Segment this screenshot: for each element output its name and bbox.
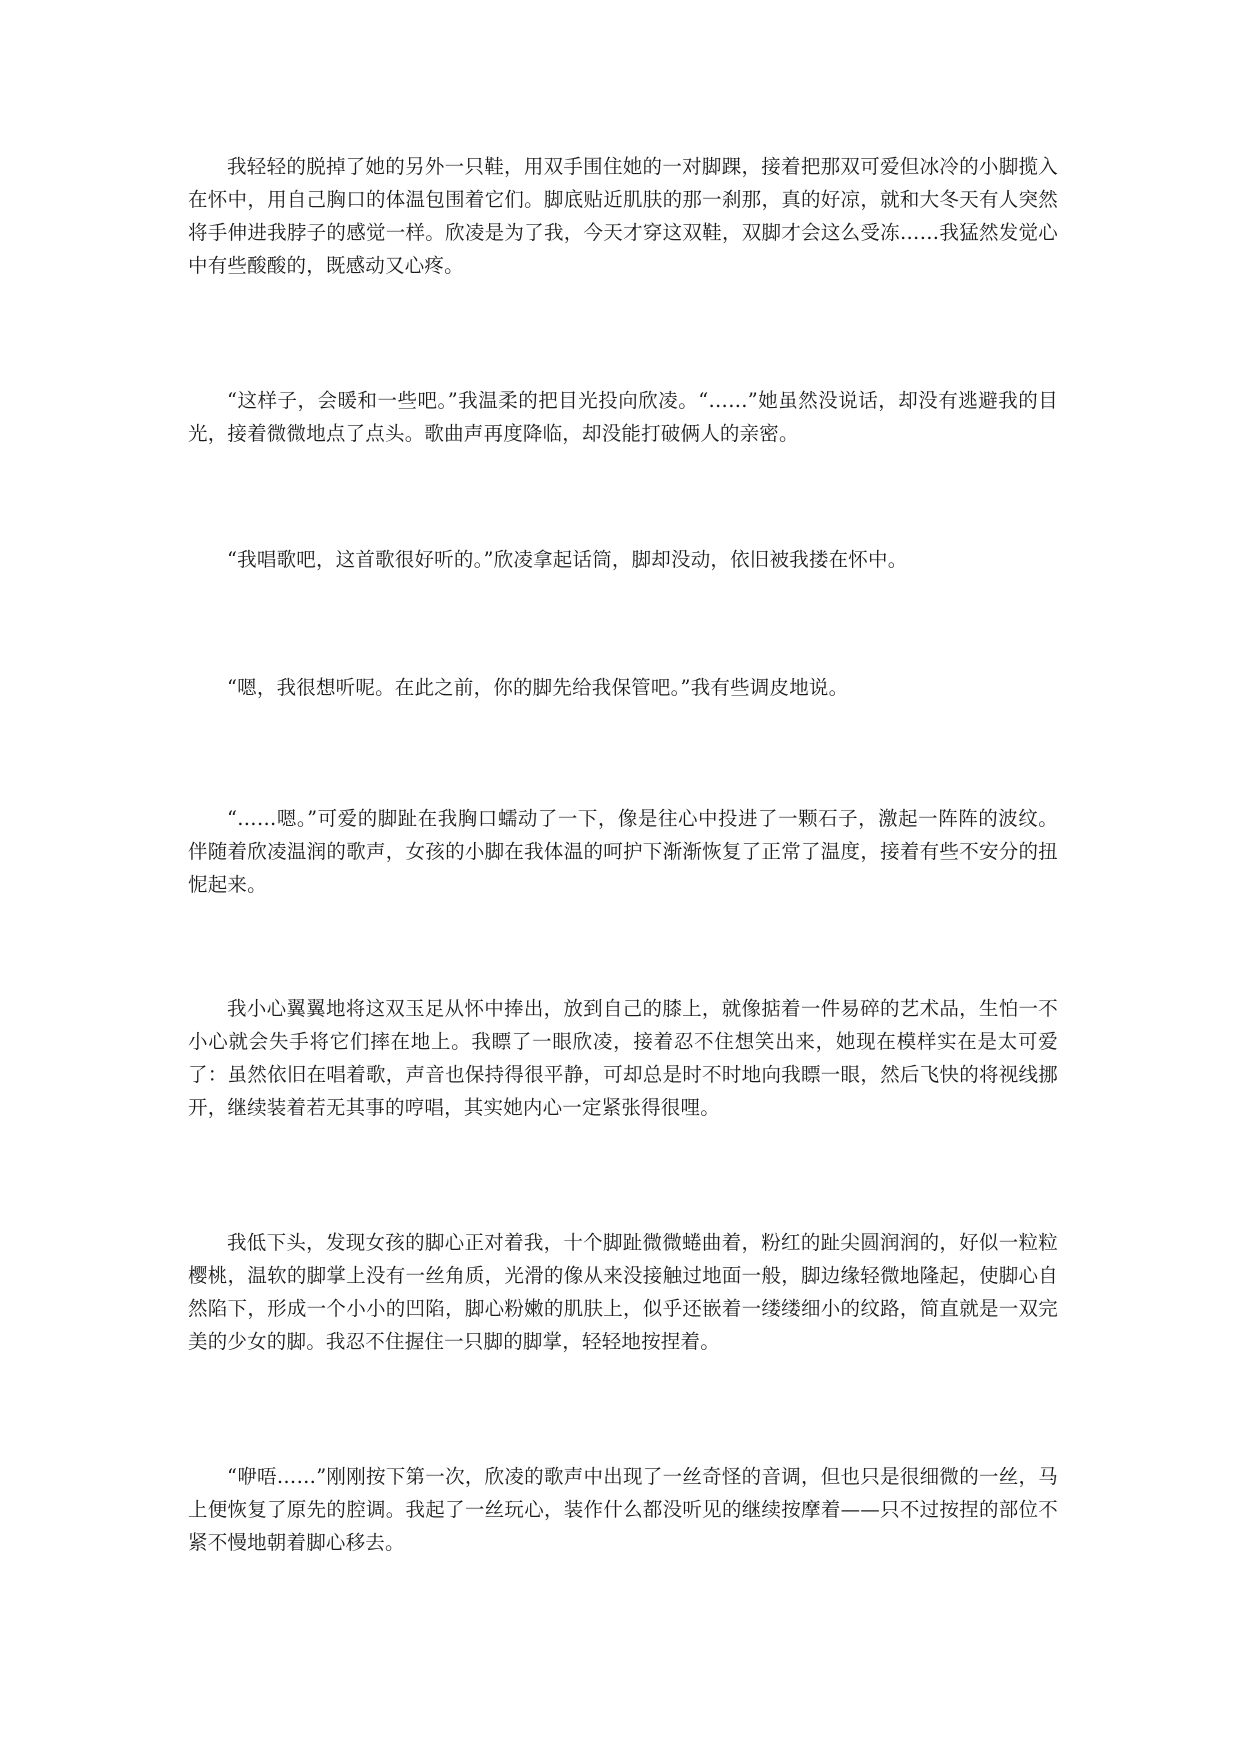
paragraph: “嗯，我很想听呢。在此之前，你的脚先给我保管吧。”我有些调皮地说。 xyxy=(227,676,849,699)
paragraph: 我轻轻的脱掉了她的另外一只鞋，用双手围住她的一对脚踝，接着把那双可爱但冰冷的小脚揽入在怀中，用自己胸口的体温包围着它们。脚底贴近肌肤的那一刹那，真的好凉，就和大冬天有人突然将手伸进我脖子的感觉一样。欣凌是为了我，今天才穿这双鞋，双脚才会这么受冻……我猛然发觉心中有些酸酸的，既感动又心疼。 xyxy=(188,155,1058,277)
paragraph: “这样子，会暖和一些吧。”我温柔的把目光投向欣凌。“……”她虽然没说话，却没有逃避我的目光，接着微微地点了点头。歌曲声再度降临，却没能打破俩人的亲密。 xyxy=(188,389,1058,445)
paragraph: “……嗯。”可爱的脚趾在我胸口蠕动了一下，像是往心中投进了一颗石子，激起一阵阵的波纹。伴随着欣凌温润的歌声，女孩的小脚在我体温的呵护下渐渐恢复了正常了温度，接着有些不安分的扭怩起来。 xyxy=(188,807,1058,896)
paragraph: 我小心翼翼地将这双玉足从怀中捧出，放到自己的膝上，就像掂着一件易碎的艺术品，生怕一不小心就会失手将它们摔在地上。我瞟了一眼欣凌，接着忍不住想笑出来，她现在模样实在是太可爱了：虽然依旧在唱着歌，声音也保持得很平静，可却总是时不时地向我瞟一眼，然后飞快的将视线挪开，继续装着若无其事的哼唱，其实她内心一定紧张得很哩。 xyxy=(188,997,1058,1119)
paragraph: “咿唔……”刚刚按下第一次，欣凌的歌声中出现了一丝奇怪的音调，但也只是很细微的一丝，马上便恢复了原先的腔调。我起了一丝玩心，装作什么都没听见的继续按摩着——只不过按捏的部位不紧不慢地朝着脚心移去。 xyxy=(188,1465,1058,1554)
paragraph: “我唱歌吧，这首歌很好听的。”欣凌拿起话筒，脚却没动，依旧被我搂在怀中。 xyxy=(227,548,908,571)
paragraph: 我低下头，发现女孩的脚心正对着我，十个脚趾微微蜷曲着，粉红的趾尖圆润润的，好似一粒粒樱桃，温软的脚掌上没有一丝角质，光滑的像从来没接触过地面一般，脚边缘轻微地隆起，使脚心自然陷下，形成一个小小的凹陷，脚心粉嫩的肌肤上，似乎还嵌着一缕缕细小的纹路，简直就是一双完美的少女的脚。我忍不住握住一只脚的脚掌，轻轻地按捏着。 xyxy=(188,1231,1058,1353)
